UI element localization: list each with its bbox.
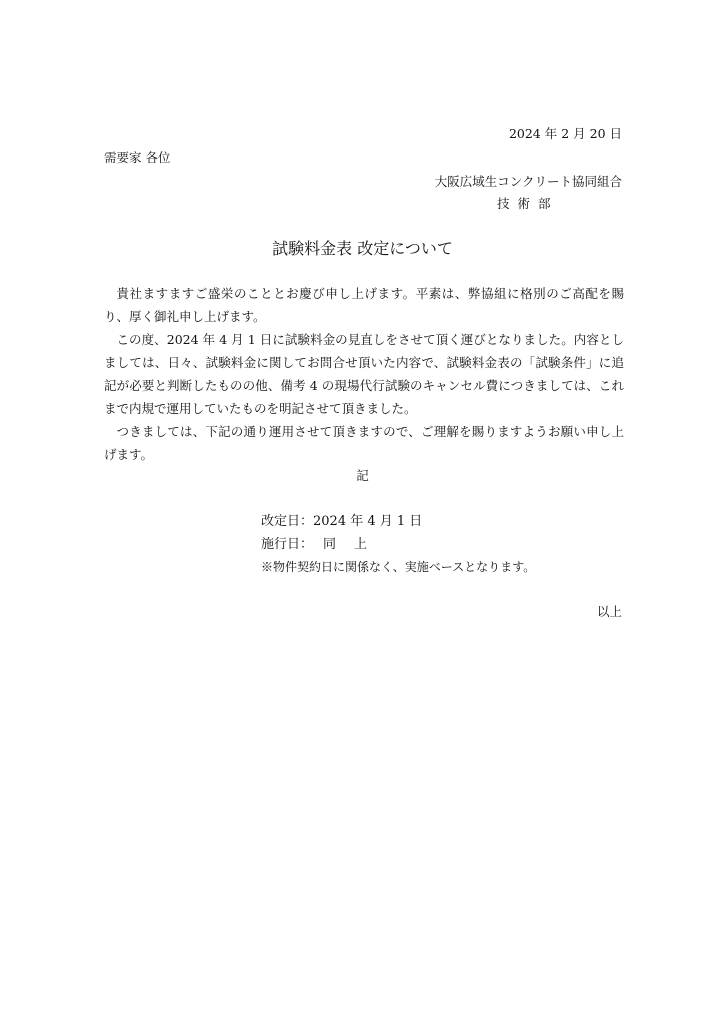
- details-block: [261, 510, 535, 579]
- effective-date-label: 施行日：: [261, 537, 314, 552]
- body-paragraph: この度、2024 年 4 月 1 日に試験料金の見直しをさせて頂く運びとなりました。内容としましては、日々、試験料金に関してお問合せ頂いた内容で、試験料金表の「試験条件」に追記が必要と判断したものの他、備考 4 の現場代行試験のキャンセル費につきましては、これまで内規で運用していたものを明記させて頂きました。: [104, 332, 624, 416]
- document-title: 試験料金表 改定について: [272, 239, 453, 258]
- body-paragraph: 貴社ますますご盛栄のこととお慶び申し上げます。平素は、弊協組に格別のご高配を賜り、厚く御礼申し上げます。: [104, 286, 624, 324]
- sender-organization: 大阪広域生コンクリート協同組合: [434, 174, 622, 189]
- sender-department: 技術部: [497, 196, 559, 211]
- effective-date-row: [261, 533, 535, 556]
- revision-date-label: 改定日：: [261, 514, 314, 529]
- effective-date-value: 同上: [323, 537, 386, 552]
- body-paragraph: つきましては、下記の通り運用させて頂きますので、ご理解を賜りますようお願い申し上げます。: [104, 424, 624, 462]
- details-note: ※物件契約日に関係なく、実施ベースとなります。: [261, 560, 536, 574]
- document-date: 2024 年 2 月 20 日: [508, 126, 622, 141]
- revision-date-row: [261, 510, 535, 533]
- ki-marker: 記: [356, 468, 369, 483]
- body-text: [104, 282, 624, 466]
- revision-date-value: 2024 年 4 月 1 日: [313, 514, 423, 529]
- closing-mark: 以上: [596, 604, 622, 619]
- recipient: 需要家 各位: [104, 150, 171, 165]
